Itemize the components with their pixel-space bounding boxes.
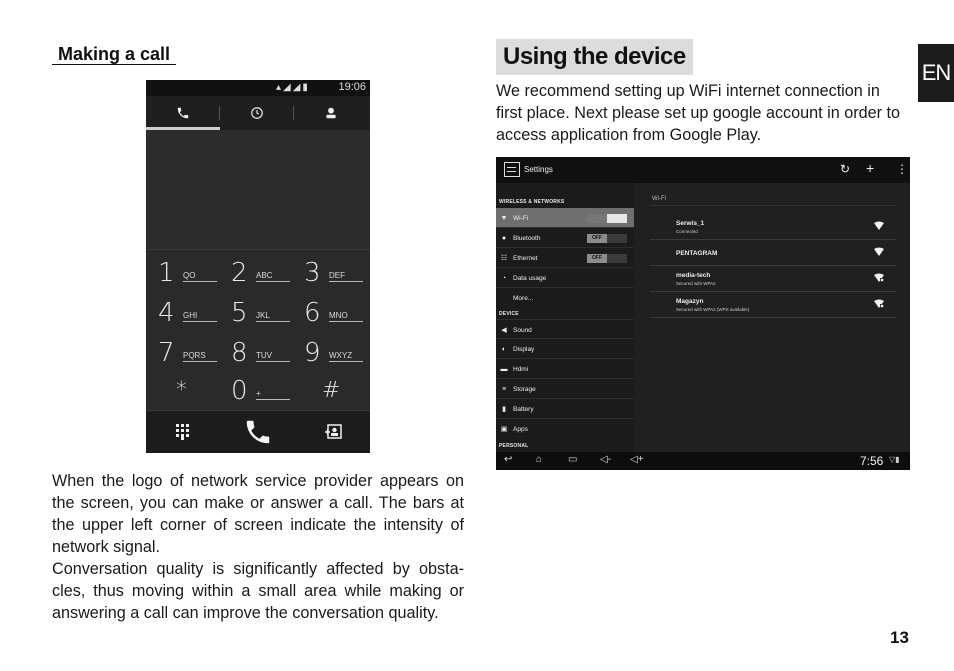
settings-app-icon (504, 162, 520, 177)
sidebar-item-ethernet[interactable]: ☷ Ethernet OFF (496, 248, 634, 268)
dial-number-display (146, 130, 370, 250)
section-heading-using-the-device: Using the device (496, 39, 693, 75)
dialpad-icon (176, 424, 190, 440)
recent-apps-icon[interactable]: ▭ (568, 454, 578, 465)
back-icon[interactable]: ↩ (504, 454, 513, 465)
network-item[interactable]: Magazyn Secured with WPA2 (WPS available) (650, 292, 896, 318)
sidebar-item-storage[interactable]: ≡ Storage (496, 379, 634, 399)
wifi-secured-icon (874, 273, 884, 283)
data-usage-icon: ◔ (501, 274, 507, 282)
status-time: 19:06 (338, 81, 366, 93)
ethernet-toggle[interactable]: OFF (587, 254, 627, 263)
home-icon[interactable]: ⌂ (536, 454, 543, 465)
wifi-toggle[interactable] (587, 214, 627, 223)
display-icon: ◐ (501, 345, 507, 353)
network-item[interactable]: PENTAGRAM (650, 240, 896, 266)
category-wireless-networks: WIRELESS & NETWORKS (499, 199, 565, 205)
add-contact-icon (324, 424, 342, 440)
sidebar-item-display[interactable]: ◐ Display (496, 339, 634, 359)
settings-action-bar (496, 157, 910, 183)
sidebar-item-more[interactable]: More... (513, 295, 534, 302)
call-icon (243, 417, 273, 447)
key-0[interactable]: 0 + (223, 374, 293, 414)
refresh-icon[interactable]: ↻ (840, 162, 851, 176)
overflow-menu-icon[interactable]: ⋮ (896, 162, 908, 176)
sidebar-item-battery[interactable]: ▮ Battery (496, 399, 634, 419)
bluetooth-toggle[interactable]: OFF (587, 234, 627, 243)
contact-icon (324, 106, 338, 120)
call-button[interactable] (221, 417, 295, 447)
tablet-settings-screenshot (496, 157, 910, 470)
sound-icon: ◀ (501, 327, 507, 334)
sidebar-item-bluetooth[interactable]: ● Bluetooth OFF (496, 228, 634, 248)
add-icon[interactable]: + (866, 160, 875, 176)
sidebar-item-sound[interactable]: ◀ Sound (496, 319, 634, 339)
sidebar-item-data-usage[interactable]: ◔ Data usage (496, 268, 634, 288)
tablet-clock: 7:56 (860, 454, 884, 468)
apps-icon: ▣ (500, 426, 508, 433)
tab-phone[interactable] (146, 96, 220, 130)
category-personal: PERSONAL (499, 443, 529, 449)
volume-up-icon[interactable]: ◁+ (630, 454, 644, 465)
wifi-networks-panel (636, 183, 910, 452)
key-4[interactable]: 4 GHI (150, 296, 220, 336)
key-star[interactable]: * (176, 378, 187, 403)
wifi-signal-icon (874, 247, 884, 257)
network-item[interactable]: media-tech Secured with WPA2 (650, 266, 896, 292)
tablet-navigation-bar (496, 452, 910, 470)
wifi-secured-icon (874, 299, 884, 309)
making-call-text (52, 470, 464, 624)
battery-icon: ▮ (502, 406, 506, 413)
key-5[interactable]: 5 JKL (223, 296, 293, 336)
dialpad-button[interactable] (146, 417, 220, 447)
phone-status-bar (146, 80, 370, 96)
phone-tabs (146, 96, 370, 130)
network-item[interactable]: Serwis_1 Connected (650, 214, 896, 240)
volume-down-icon[interactable]: ◁- (600, 454, 612, 465)
signal-icon: ▴◢◢▮ (276, 82, 310, 93)
wifi-signal-icon (874, 221, 884, 231)
tab-contacts[interactable] (294, 96, 368, 130)
key-1[interactable]: 1 QO (150, 256, 220, 296)
add-contact-button[interactable] (296, 417, 370, 447)
settings-title: Settings (524, 165, 553, 174)
key-9[interactable]: 9 WXYZ (296, 336, 366, 376)
paragraph-conversation-quality: Conversation quality is significantly affected by obsta-cles, thus moving within a small area while making or answering a call can improve the conversation quality. (52, 560, 464, 622)
tab-recent[interactable] (220, 96, 294, 130)
sidebar-item-wifi[interactable]: ▼ Wi-Fi (496, 208, 634, 228)
page-number: 13 (890, 628, 909, 647)
category-device: DEVICE (499, 311, 519, 317)
bluetooth-icon: ● (501, 234, 507, 242)
clock-icon (250, 106, 264, 120)
key-3[interactable]: 3 DEF (296, 256, 366, 296)
key-hash[interactable]: # (322, 378, 341, 403)
sidebar-item-hdmi[interactable]: ▬ Hdmi (496, 359, 634, 379)
key-7[interactable]: 7 PQRS (150, 336, 220, 376)
key-8[interactable]: 8 TUV (223, 336, 293, 376)
storage-icon: ≡ (501, 385, 507, 393)
wifi-icon: ▼ (500, 214, 508, 222)
sidebar-item-apps[interactable]: ▣ Apps (500, 426, 528, 433)
wifi-panel-header: Wi-Fi (652, 196, 666, 202)
paragraph-network-logo: When the logo of network service provider appears on the screen, you can make or answer a call. The bars at the upper left corner of screen indicate the intensity of network signal. (52, 472, 464, 556)
section-heading-making-a-call: Making a call (52, 44, 176, 65)
ethernet-icon: ☷ (500, 255, 508, 262)
language-tab-en: EN (918, 44, 954, 102)
key-6[interactable]: 6 MNO (296, 296, 366, 336)
wifi-battery-status-icon: ▽▮ (889, 455, 900, 464)
phone-dialer-screenshot (146, 80, 370, 453)
key-2[interactable]: 2 ABC (223, 256, 293, 296)
phone-icon (176, 106, 190, 120)
phone-bottom-bar (146, 410, 370, 453)
hdmi-icon: ▬ (500, 365, 508, 373)
settings-sidebar (496, 183, 634, 452)
using-device-text: We recommend setting up WiFi internet connection in first place. Next please set up google account in order to access application from Google Play. (496, 82, 901, 144)
